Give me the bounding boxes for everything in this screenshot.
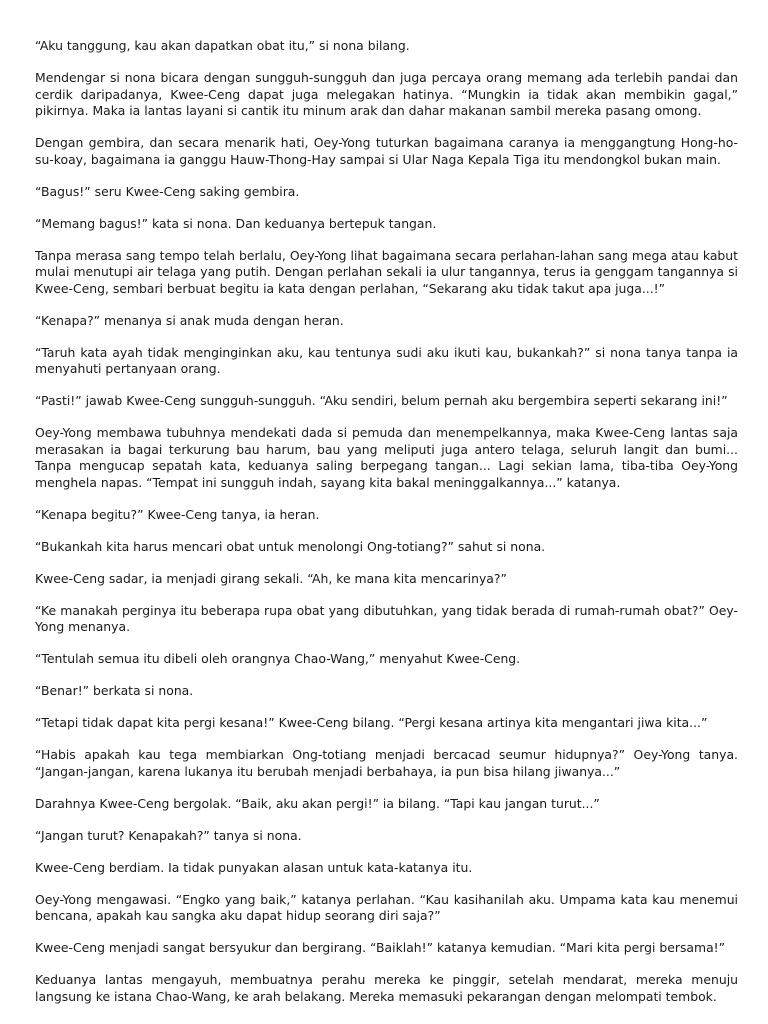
- paragraph-15: “Tentulah semua itu dibeli oleh orangnya Chao-Wang,” menyahut Kwee-Ceng.: [35, 651, 521, 666]
- paragraph-6: Tanpa merasa sang tempo telah berlalu, Oey-Yong lihat bagaimana secara perlahan-lahan sang mega atau kabut mulai menutupi air telaga yang putih. Dengan perlahan sekali ia ulur tangannya, terus ia genggam tangannya si Kwee-Ceng, sembari berbuat begitu ia kata dengan perlahan, “Sekarang aku tidak takut apa juga...!”: [35, 247, 738, 296]
- paragraph-5: “Memang bagus!” kata si nona. Dan keduanya bertepuk tangan.: [35, 215, 437, 231]
- paragraph-18: “Habis apakah kau tega membiarkan Ong-totiang menjadi bercacad seumur hidupnya?” Oey-Yong tanya. “Jangan-jangan, karena lukanya itu berubah menjadi berbahaya, ia pun bisa hilang jiwanya...”: [35, 747, 738, 779]
- paragraph-16: “Benar!” berkata si nona.: [35, 683, 194, 698]
- paragraph-10: Oey-Yong membawa tubuhnya mendekati dada si pemuda dan menempelkannya, maka Kwee-Ceng lantas saja merasakan ia bagai terkurung bau harum, bau yang meliputi juga antero telaga, seluruh langit dan bumi... Tanpa mengucap sepatah kata, keduanya saling berpegang tangan... Lagi sekian lama, tiba-tiba Oey-Yong menghela napas. “Tempat ini sungguh indah, sayang kita bakal meninggalkannya...” katanya.: [35, 425, 738, 490]
- paragraph-7: “Kenapa?” menanya si anak muda dengan heran.: [35, 312, 344, 328]
- document-page: [35, 38, 738, 1021]
- paragraph-8: “Taruh kata ayah tidak menginginkan aku, kau tentunya sudi aku ikuti kau, bukankah?” si nona tanya tanpa ia menyahuti pertanyaan orang.: [35, 344, 738, 376]
- paragraph-9: “Pasti!” jawab Kwee-Ceng sungguh-sungguh. “Aku sendiri, belum pernah aku bergembira seperti sekarang ini!”: [35, 393, 728, 408]
- paragraph-13: Kwee-Ceng sadar, ia menjadi girang sekali. “Ah, ke mana kita mencarinya?”: [35, 570, 507, 586]
- paragraph-4: “Bagus!” seru Kwee-Ceng saking gembira.: [35, 183, 300, 199]
- paragraph-21: Kwee-Ceng berdiam. Ia tidak punyakan alasan untuk kata-katanya itu.: [35, 859, 473, 875]
- paragraph-22: Oey-Yong mengawasi. “Engko yang baik,” katanya perlahan. “Kau kasihanilah aku. Umpama kata kau menemui bencana, apakah kau sangka aku dapat hidup seorang diri saja?”: [35, 891, 738, 923]
- paragraph-20: “Jangan turut? Kenapakah?” tanya si nona.: [35, 827, 302, 843]
- paragraph-11: “Kenapa begitu?” Kwee-Ceng tanya, ia heran.: [35, 506, 320, 522]
- paragraph-14: “Ke manakah perginya itu beberapa rupa obat yang dibutuhkan, yang tidak berada di rumah-rumah obat?” Oey-Yong menanya.: [35, 602, 738, 634]
- paragraph-24: Keduanya lantas mengayuh, membuatnya perahu mereka ke pinggir, setelah mendarat, mereka menuju langsung ke istana Chao-Wang, ke arah belakang. Mereka memasuki pekarangan dengan melompati tembok.: [35, 972, 738, 1004]
- paragraph-17: “Tetapi tidak dapat kita pergi kesana!” Kwee-Ceng bilang. “Pergi kesana artinya kita mengantari jiwa kita...”: [35, 715, 708, 730]
- paragraph-3: Dengan gembira, dan secara menarik hati, Oey-Yong tuturkan bagaimana caranya ia menggangtung Hong-ho-su-koay, bagaimana ia ganggu Hauw-Thong-Hay sampai si Ular Naga Kepala Tiga itu mendongkol bukan main.: [35, 135, 738, 167]
- paragraph-12: “Bukankah kita harus mencari obat untuk menolongi Ong-totiang?” sahut si nona.: [35, 538, 546, 554]
- paragraph-19: Darahnya Kwee-Ceng bergolak. “Baik, aku akan pergi!” ia bilang. “Tapi kau jangan turut...”: [35, 795, 600, 811]
- paragraph-1: “Aku tanggung, kau akan dapatkan obat itu,” si nona bilang.: [35, 38, 410, 53]
- paragraph-2: Mendengar si nona bicara dengan sungguh-sungguh dan juga percaya orang memang ada terlebih pandai dan cerdik daripadanya, Kwee-Ceng dapat juga melegakan hatinya. “Mungkin ia tidak akan membikin gagal,” pikirnya. Maka ia lantas layani si cantik itu minum arak dan dahar makanan sambil mereka pasang omong.: [35, 70, 738, 118]
- paragraph-23: Kwee-Ceng menjadi sangat bersyukur dan bergirang. “Baiklah!” katanya kemudian. “Mari kita pergi bersama!”: [35, 940, 726, 955]
